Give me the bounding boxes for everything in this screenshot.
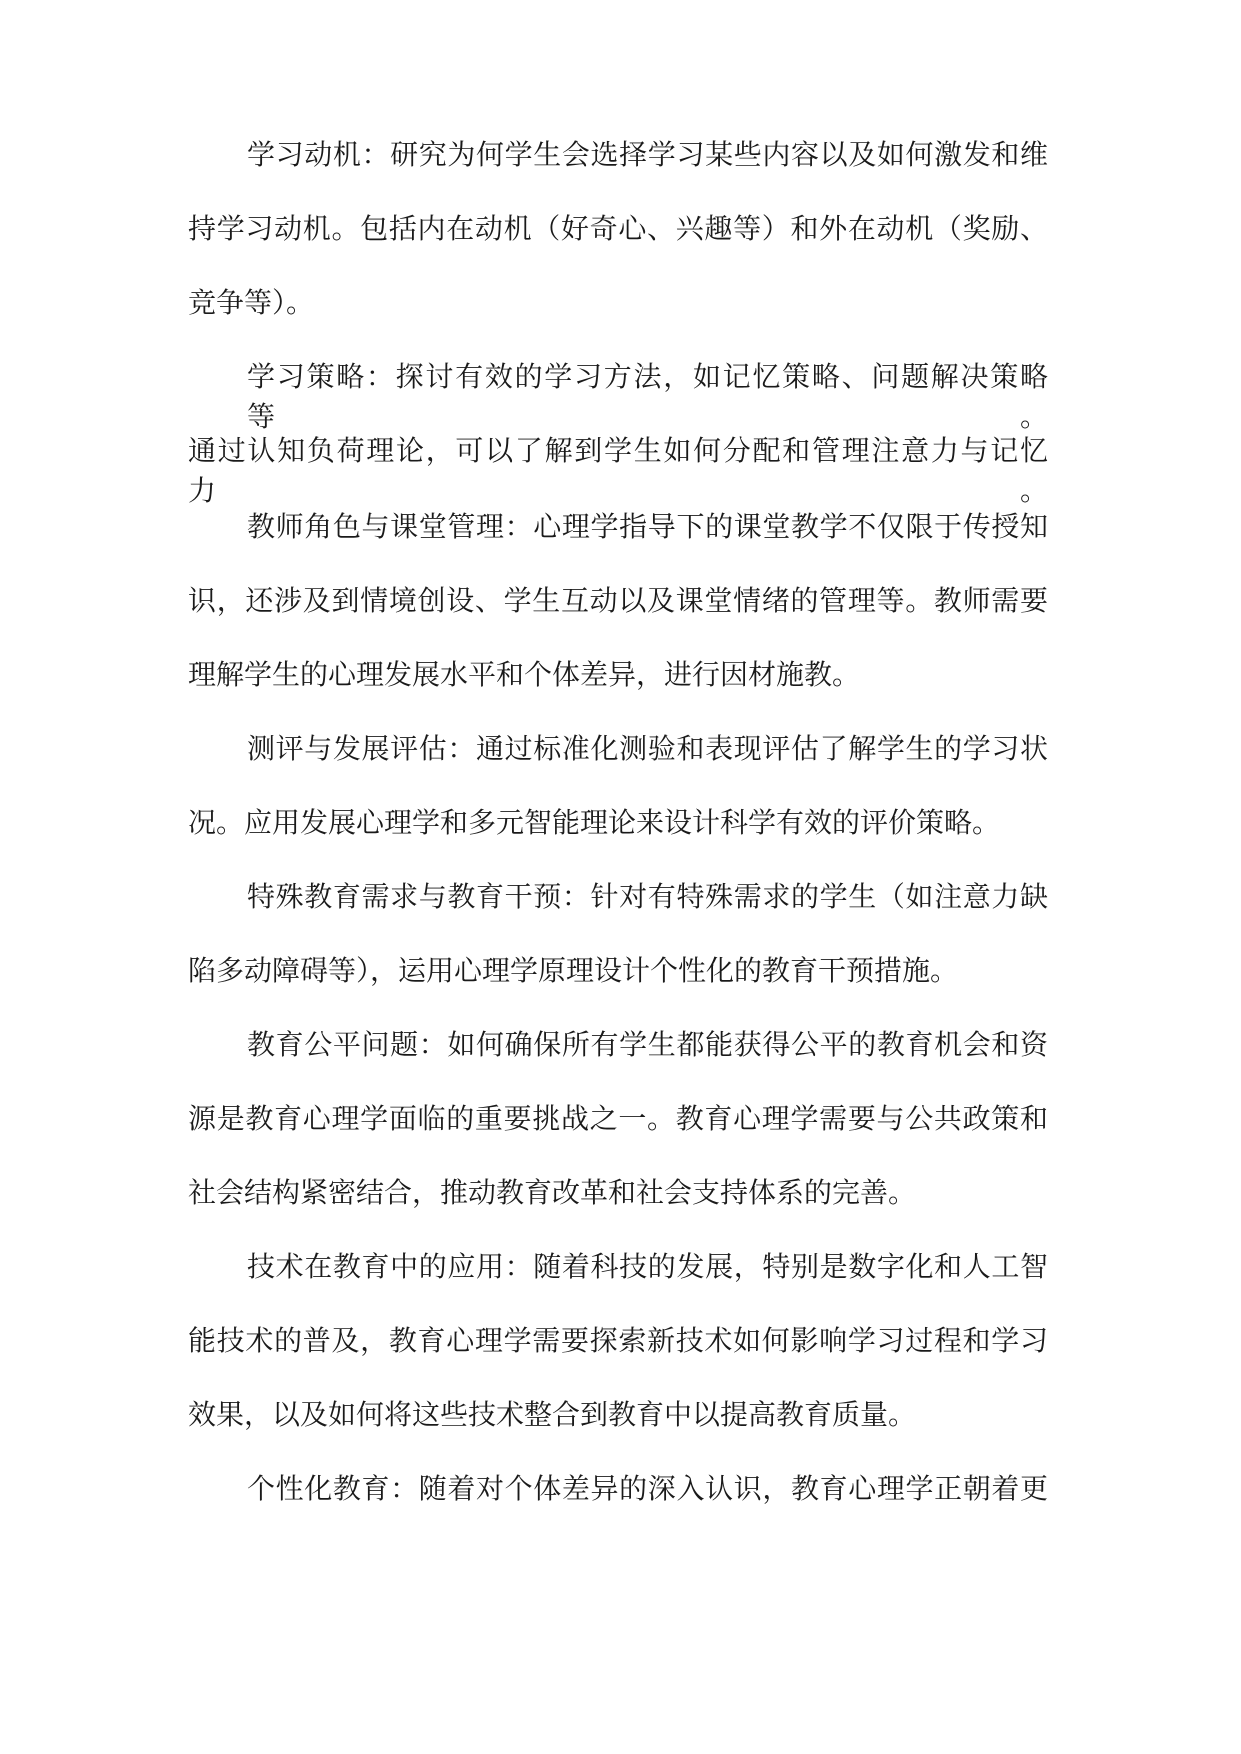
paragraph-line: 测评与发展评估：通过标准化测验和表现评估了解学生的学习状 [247, 732, 1048, 765]
paragraph-line: 学习策略：探讨有效的学习方法，如记忆策略、问题解决策略等。 [247, 360, 1048, 433]
paragraph-line: 识，还涉及到情境创设、学生互动以及课堂情绪的管理等。教师需要 [188, 584, 1048, 617]
paragraph-line: 教育公平问题：如何确保所有学生都能获得公平的教育机会和资 [247, 1028, 1048, 1061]
paragraph-line: 教师角色与课堂管理：心理学指导下的课堂教学不仅限于传授知 [247, 510, 1048, 543]
paragraph-line: 能技术的普及，教育心理学需要探索新技术如何影响学习过程和学习 [188, 1324, 1048, 1357]
paragraph-line: 陷多动障碍等），运用心理学原理设计个性化的教育干预措施。 [188, 954, 959, 987]
paragraph-line: 学习动机：研究为何学生会选择学习某些内容以及如何激发和维 [247, 138, 1048, 171]
paragraph-line: 效果，以及如何将这些技术整合到教育中以提高教育质量。 [188, 1398, 917, 1431]
paragraph-line: 持学习动机。包括内在动机（好奇心、兴趣等）和外在动机（奖励、 [188, 212, 1048, 245]
paragraph-line: 源是教育心理学面临的重要挑战之一。教育心理学需要与公共政策和 [188, 1102, 1048, 1135]
paragraph-line: 况。应用发展心理学和多元智能理论来设计科学有效的评价策略。 [188, 806, 1001, 839]
paragraph-line: 理解学生的心理发展水平和个体差异，进行因材施教。 [188, 658, 861, 691]
paragraph-line: 社会结构紧密结合，推动教育改革和社会支持体系的完善。 [188, 1176, 917, 1209]
paragraph-line: 技术在教育中的应用：随着科技的发展，特别是数字化和人工智 [247, 1250, 1048, 1283]
paragraph-line: 个性化教育：随着对个体差异的深入认识，教育心理学正朝着更 [247, 1472, 1048, 1505]
paragraph-line: 竞争等）。 [188, 286, 315, 319]
paragraph-line: 通过认知负荷理论，可以了解到学生如何分配和管理注意力与记忆力。 [188, 434, 1048, 507]
paragraph-line: 特殊教育需求与教育干预：针对有特殊需求的学生（如注意力缺 [247, 880, 1048, 913]
